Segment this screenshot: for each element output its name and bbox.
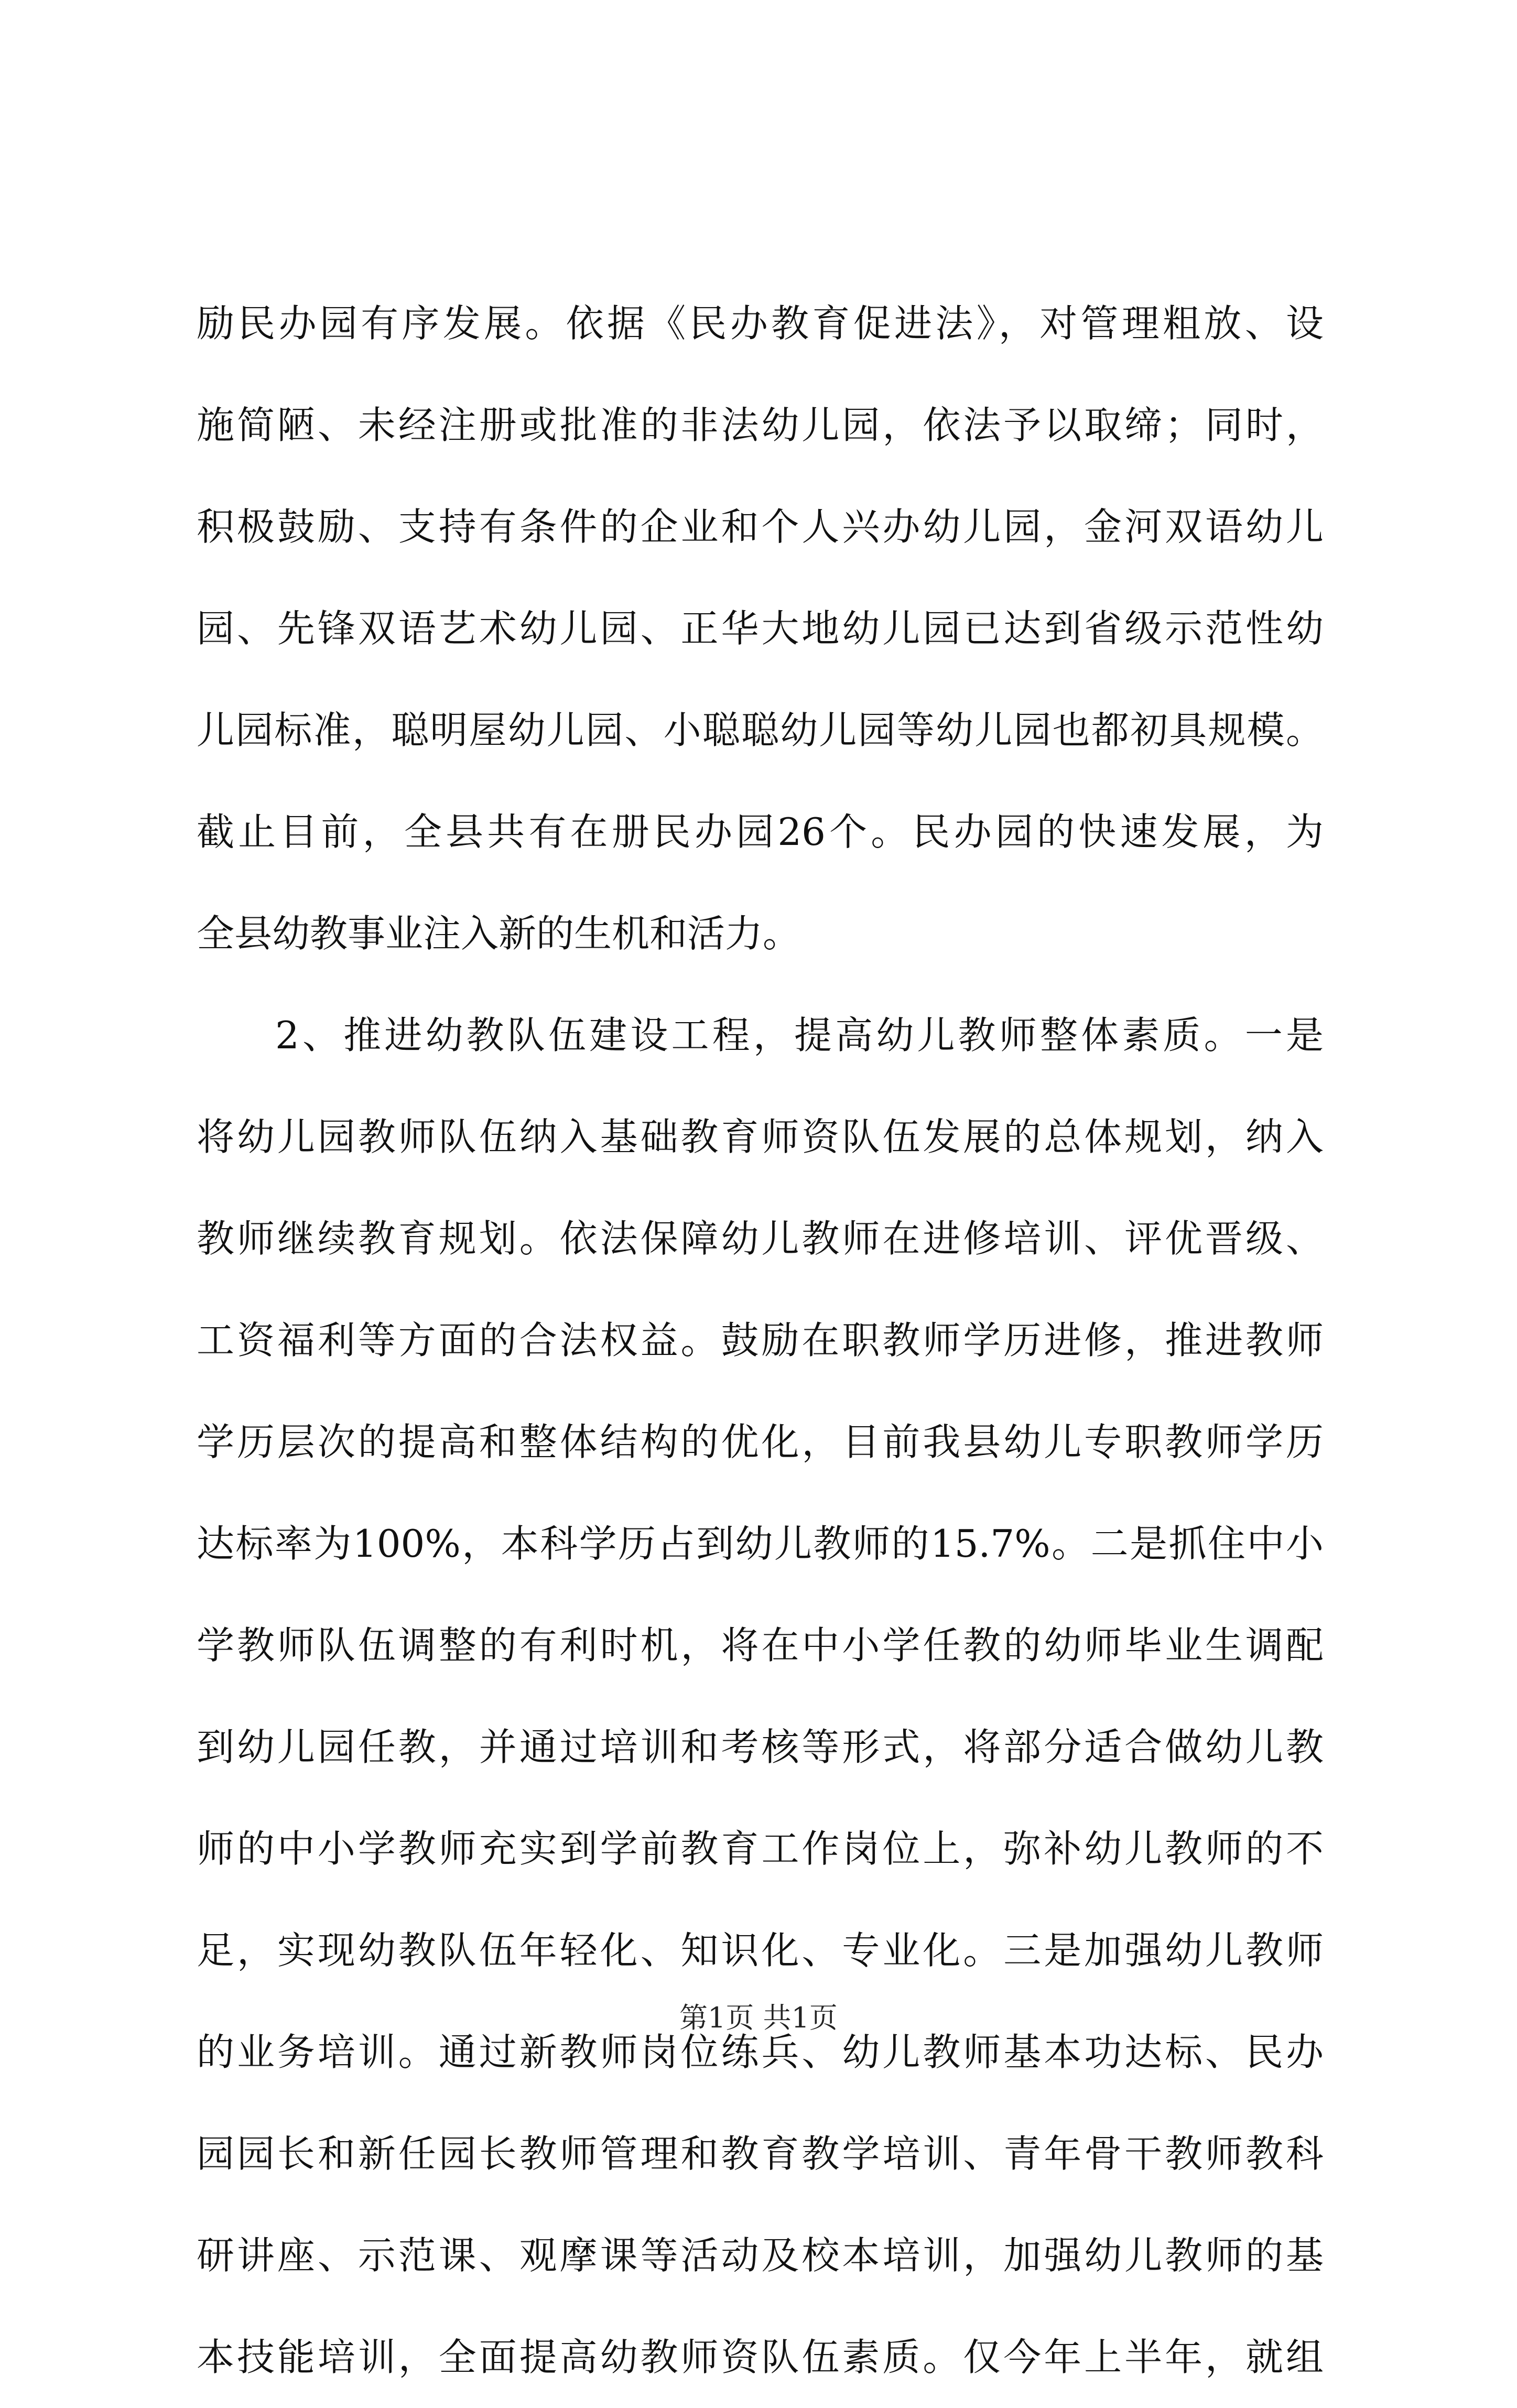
text-line: 到幼儿园任教，并通过培训和考核等形式，将部分适合做幼儿教 — [197, 1725, 1324, 1769]
text-line: 达标率为100%，本科学历占到幼儿教师的15.7%。二是抓住中小 — [197, 1522, 1324, 1566]
text-line: 将幼儿园教师队伍纳入基础教育师资队伍发展的总体规划，纳入 — [197, 1115, 1324, 1159]
text-line: 的业务培训。通过新教师岗位练兵、幼儿教师基本功达标、民办 — [197, 2030, 1324, 2074]
text-line: 施简陋、未经注册或批准的非法幼儿园，依法予以取缔；同时， — [197, 403, 1324, 447]
text-line: 截止目前，全县共有在册民办园26个。民办园的快速发展，为 — [197, 810, 1324, 854]
text-line: 师的中小学教师充实到学前教育工作岗位上，弥补幼儿教师的不 — [197, 1827, 1324, 1871]
text-line: 研讲座、示范课、观摩课等活动及校本培训，加强幼儿教师的基 — [197, 2233, 1324, 2277]
text-line: 学教师队伍调整的有利时机，将在中小学任教的幼师毕业生调配 — [197, 1623, 1324, 1667]
text-line: 积极鼓励、支持有条件的企业和个人兴办幼儿园，金河双语幼儿 — [197, 505, 1324, 549]
text-line: 本技能培训，全面提高幼教师资队伍素质。仅今年上半年，就组 — [197, 2335, 1324, 2379]
paragraph-start-line: 2、推进幼教队伍建设工程，提高幼儿教师整体素质。一是 — [275, 1013, 1324, 1057]
text-line: 儿园标准，聪明屋幼儿园、小聪聪幼儿园等幼儿园也都初具规模。 — [197, 708, 1324, 752]
text-line: 教师继续教育规划。依法保障幼儿教师在进修培训、评优晋级、 — [197, 1217, 1324, 1261]
text-line: 足，实现幼教队伍年轻化、知识化、专业化。三是加强幼儿教师 — [197, 1928, 1324, 1972]
text-line: 园、先锋双语艺术幼儿园、正华大地幼儿园已达到省级示范性幼 — [197, 606, 1324, 650]
text-line: 园园长和新任园长教师管理和教育教学培训、青年骨干教师教科 — [197, 2132, 1324, 2176]
text-line: 全县幼教事业注入新的生机和活力。 — [197, 912, 801, 956]
body-text — [197, 273, 1324, 2408]
page-number-footer: 第1页 共1页 — [679, 2001, 838, 2034]
text-line: 励民办园有序发展。依据《民办教育促进法》，对管理粗放、设 — [197, 301, 1324, 345]
text-line: 工资福利等方面的合法权益。鼓励在职教师学历进修，推进教师 — [197, 1318, 1324, 1362]
text-line: 学历层次的提高和整体结构的优化，目前我县幼儿专职教师学历 — [197, 1420, 1324, 1464]
